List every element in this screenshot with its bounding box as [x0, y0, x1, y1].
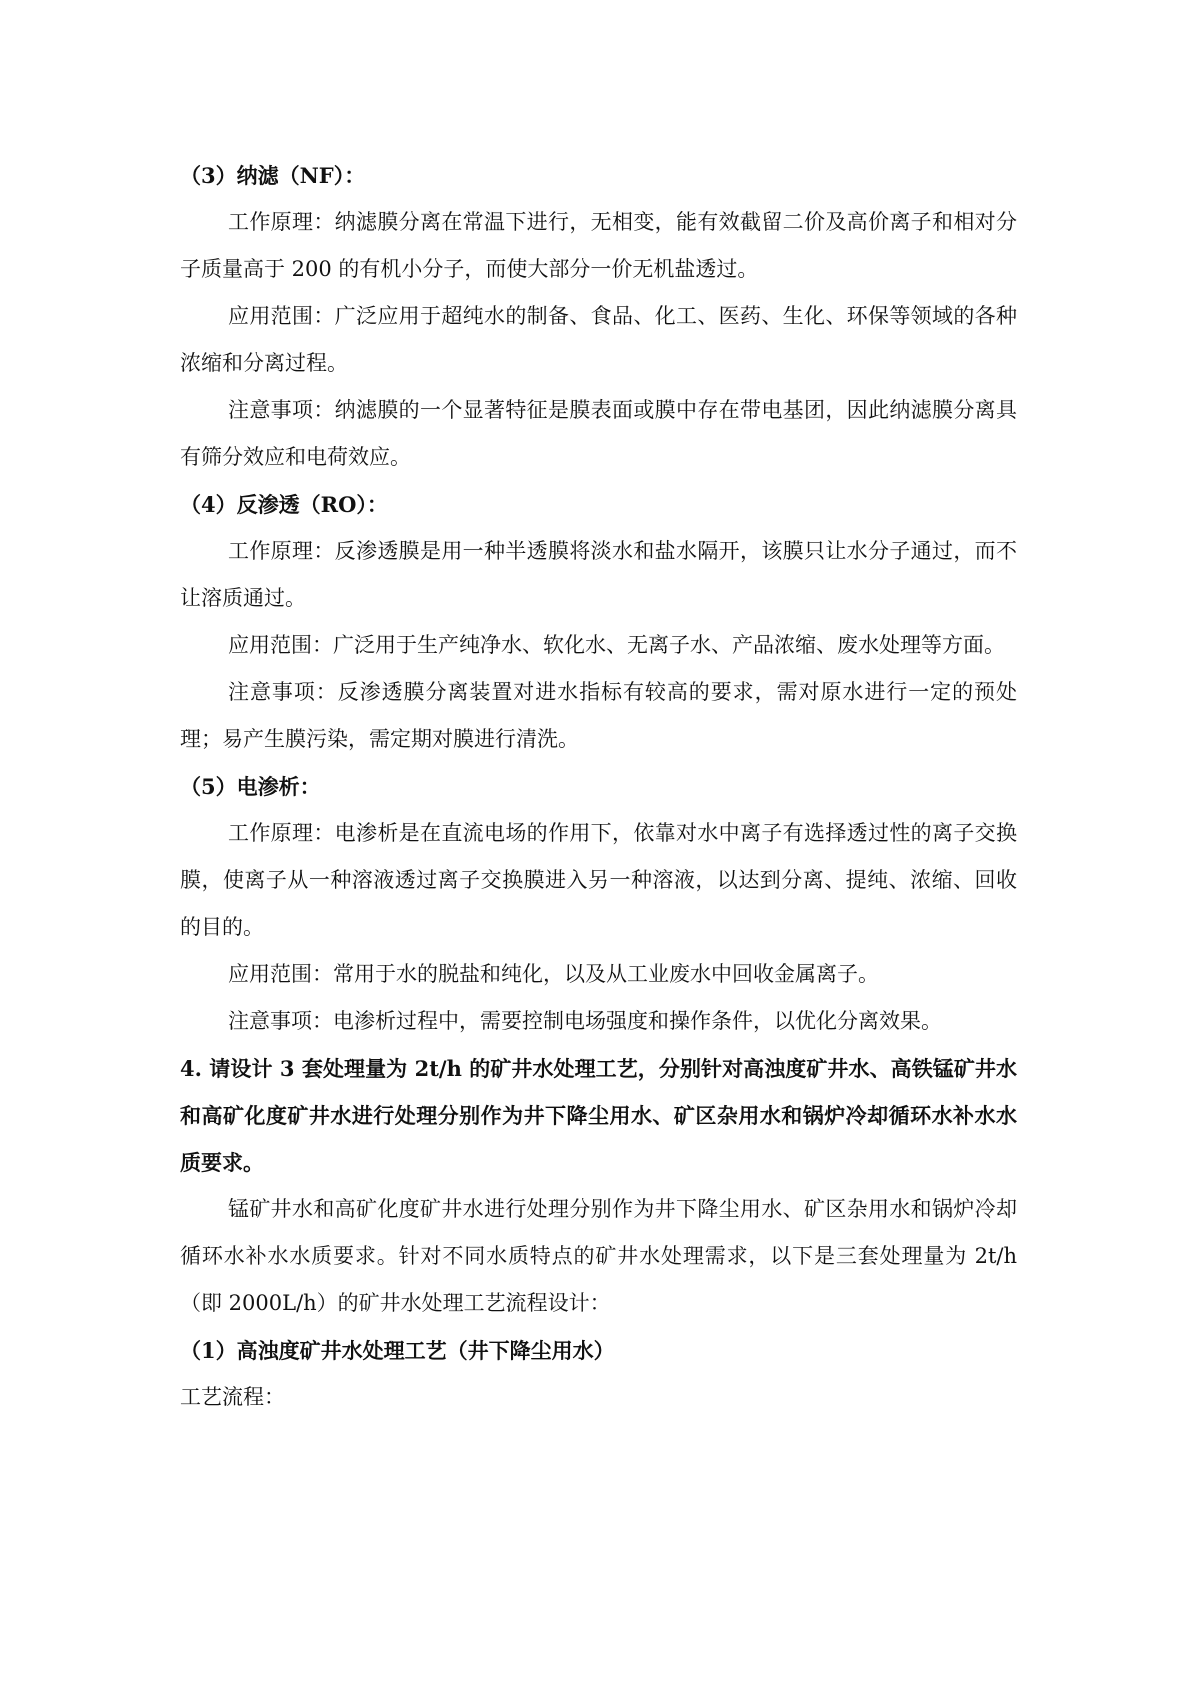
section-heading-nanofiltration: （3）纳滤（NF）：: [180, 163, 366, 188]
paragraph-ro-notes: 注意事项：反渗透膜分离装置对进水指标有较高的要求，需对原水进行一定的预处理；易产生膜污染，需定期对膜进行清洗。: [180, 680, 1017, 751]
paragraph-ro-principle: 工作原理：反渗透膜是用一种半透膜将淡水和盐水隔开，该膜只让水分子通过，而不让溶质通过。: [180, 539, 1017, 610]
section-heading-reverse-osmosis: （4）反渗透（RO）：: [180, 492, 388, 517]
paragraph-ed-principle: 工作原理：电渗析是在直流电场的作用下，依靠对水中离子有选择透过性的离子交换膜，使离子从一种溶液透过离子交换膜进入另一种溶液，以达到分离、提纯、浓缩、回收的目的。: [180, 821, 1017, 939]
paragraph-question-intro: 锰矿井水和高矿化度矿井水进行处理分别作为井下降尘用水、矿区杂用水和锅炉冷却循环水补水水质要求。针对不同水质特点的矿井水处理需求，以下是三套处理量为 2t/h（即 2000L/h）的矿井水处理工艺流程设计：: [180, 1197, 1017, 1315]
process-flow-label: 工艺流程：: [180, 1385, 285, 1409]
paragraph-ed-application: 应用范围：常用于水的脱盐和纯化，以及从工业废水中回收金属离子。: [228, 962, 879, 986]
section-heading-high-turbidity: （1）高浊度矿井水处理工艺（井下降尘用水）: [180, 1338, 615, 1363]
paragraph-ro-application: 应用范围：广泛用于生产纯净水、软化水、无离子水、产品浓缩、废水处理等方面。: [228, 633, 1005, 657]
document-body: [180, 152, 1017, 1421]
paragraph-nf-application: 应用范围：广泛应用于超纯水的制备、食品、化工、医药、生化、环保等领域的各种浓缩和分离过程。: [180, 304, 1017, 375]
paragraph-ed-notes: 注意事项：电渗析过程中，需要控制电场强度和操作条件，以优化分离效果。: [228, 1009, 942, 1033]
paragraph-nf-principle: 工作原理：纳滤膜分离在常温下进行，无相变，能有效截留二价及高价离子和相对分子质量高于 200 的有机小分子，而使大部分一价无机盐透过。: [180, 210, 1017, 281]
paragraph-nf-notes: 注意事项：纳滤膜的一个显著特征是膜表面或膜中存在带电基团，因此纳滤膜分离具有筛分效应和电荷效应。: [180, 398, 1017, 469]
section-heading-electrodialysis: （5）电渗析：: [180, 774, 321, 799]
question-title: 4. 请设计 3 套处理量为 2t/h 的矿井水处理工艺，分别针对高浊度矿井水、高铁锰矿井水和高矿化度矿井水进行处理分别作为井下降尘用水、矿区杂用水和锅炉冷却循环水补水水质要求。: [180, 1056, 1017, 1175]
